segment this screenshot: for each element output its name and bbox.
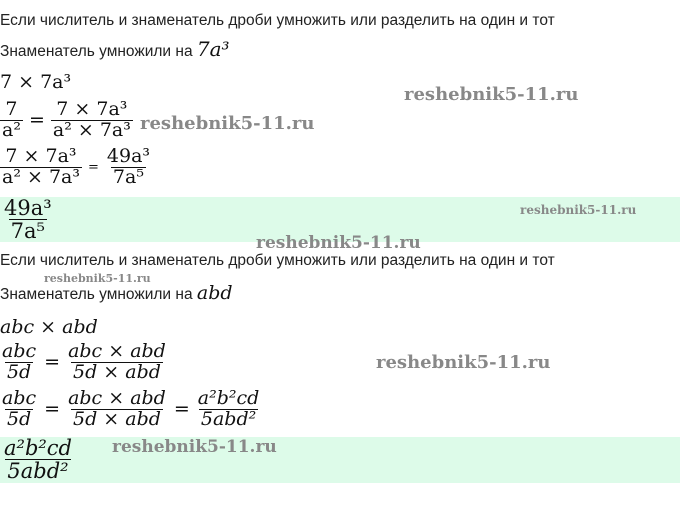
fraction — [0, 342, 38, 383]
equals-sign: = — [44, 351, 61, 374]
fraction-denominator: a² — [2, 118, 21, 141]
answer-fraction-1 — [2, 197, 54, 242]
equals-sign: = — [44, 398, 61, 421]
equation-2b — [0, 389, 261, 430]
watermark: reshebnik5-11.ru — [404, 84, 579, 105]
fraction — [0, 100, 23, 141]
fraction-denominator: a² × 7a³ — [2, 165, 80, 188]
fraction — [105, 147, 152, 188]
multiplier-prefix-2: Знаменатель умножили на — [0, 286, 197, 303]
fraction — [66, 389, 168, 430]
equation-1b — [0, 147, 152, 188]
equation-2a — [0, 342, 168, 383]
rule-intro-text-1: Если числитель и знаменатель дроби умножить или разделить на один и тот — [0, 12, 555, 29]
multiplier-prefix-1: Знаменатель умножили на — [0, 43, 197, 60]
fraction-numerator: abc — [2, 340, 37, 362]
fraction-numerator: a²b²cd — [4, 437, 73, 460]
fraction — [0, 147, 82, 188]
fraction-numerator: 7 × 7a³ — [5, 145, 77, 167]
fraction-numerator: 49a³ — [4, 197, 52, 220]
fraction — [196, 389, 262, 430]
equals-sign: = — [87, 159, 99, 175]
fraction-denominator: 5d — [6, 360, 32, 383]
multiplier-line-2 — [0, 282, 233, 304]
watermark: reshebnik5-11.ru — [112, 437, 277, 457]
rule-intro-text-2: Если числитель и знаменатель дроби умножить или разделить на один и тот — [0, 252, 555, 269]
answer-fraction-2 — [2, 437, 74, 482]
watermark: reshebnik5-11.ru — [256, 233, 421, 253]
fraction — [2, 197, 54, 242]
equals-sign: = — [28, 109, 45, 132]
fraction-denominator: 7a⁵ — [10, 219, 45, 242]
product-expression-2: abc × abd — [0, 316, 98, 338]
fraction-denominator: 5abd² — [200, 407, 257, 430]
multiplier-value-2: abd — [196, 282, 233, 304]
fraction — [66, 342, 168, 383]
fraction — [51, 100, 133, 141]
watermark: reshebnik5-11.ru — [44, 272, 151, 285]
fraction-numerator: a²b²cd — [197, 387, 260, 409]
fraction-numerator: 7 — [5, 98, 18, 120]
product-expression-1: 7 × 7a³ — [0, 71, 72, 93]
fraction-denominator: 5abd² — [7, 459, 69, 483]
multiplier-value-1: 7a³ — [196, 37, 230, 61]
fraction-denominator: 7a⁵ — [112, 165, 144, 188]
fraction-numerator: abc × abd — [68, 387, 166, 409]
fraction-denominator: a² × 7a³ — [52, 118, 131, 141]
fraction-numerator: 49a³ — [106, 145, 151, 167]
fraction-numerator: abc × abd — [68, 340, 166, 362]
equation-1a — [0, 100, 133, 141]
fraction-numerator: abc — [2, 387, 37, 409]
watermark: reshebnik5-11.ru — [140, 113, 315, 134]
fraction — [2, 437, 74, 482]
watermark: reshebnik5-11.ru — [376, 352, 551, 373]
fraction-numerator: 7 × 7a³ — [56, 98, 128, 120]
multiplier-line-1 — [0, 37, 230, 61]
fraction-denominator: 5d — [6, 407, 32, 430]
fraction-denominator: 5d × abd — [73, 360, 161, 383]
answer-clip-1 — [0, 197, 120, 242]
answer-clip-2 — [0, 437, 120, 483]
equals-sign: = — [173, 398, 190, 421]
fraction — [0, 389, 38, 430]
watermark: reshebnik5-11.ru — [520, 203, 637, 217]
fraction-denominator: 5d × abd — [73, 407, 161, 430]
